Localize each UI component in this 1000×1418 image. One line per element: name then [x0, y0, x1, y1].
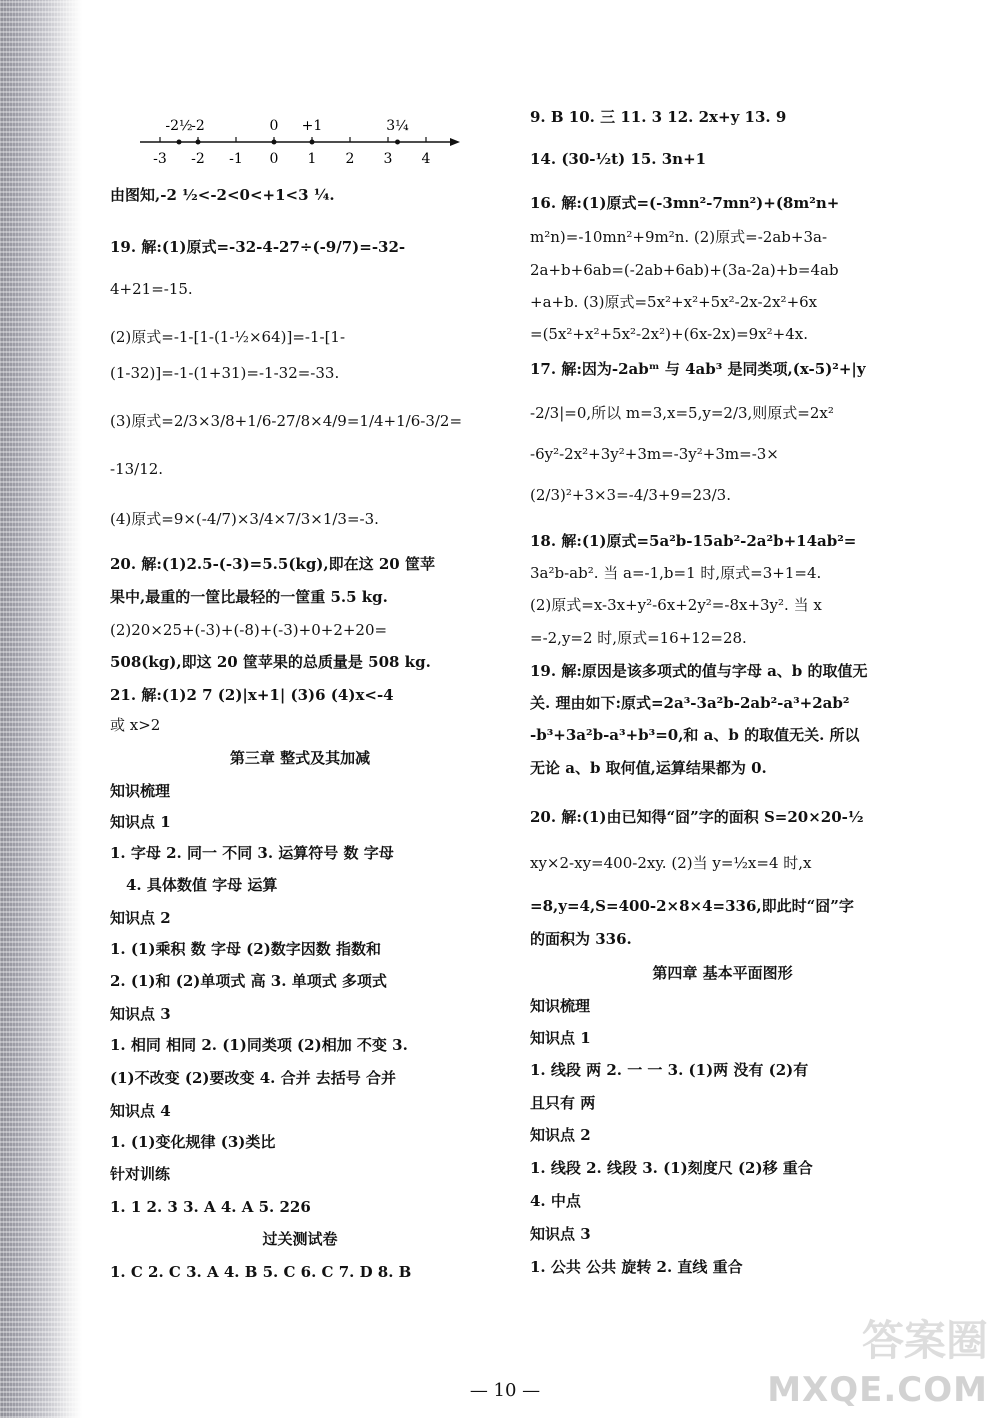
answer-line: (1-32)]=-1-(1+31)=-1-32=-33. [110, 364, 340, 382]
number-line-tick-label: -1 [229, 151, 243, 167]
number-line-tick-label: 3 [383, 151, 393, 167]
answer-line: 18. 解:(1)原式=5a²b-15ab²-2a²b+14ab²= [530, 532, 857, 550]
number-line-figure [135, 108, 465, 168]
answer-line: 无论 a、b 取何值,运算结果都为 0. [530, 759, 767, 777]
answer-line: =(5x²+x²+5x²-2x²)+(6x-2x)=9x²+4x. [530, 325, 809, 343]
answer-line: 4. 具体数值 字母 运算 [126, 876, 278, 894]
page-number: — 10 — [469, 1380, 541, 1401]
answer-line: 1. C 2. C 3. A 4. B 5. C 6. C 7. D 8. B [110, 1263, 412, 1281]
answer-line: 1. 线段 2. 线段 3. (1)刻度尺 (2)移 重合 [530, 1159, 813, 1177]
number-line-point [395, 140, 400, 145]
section-heading: 知识点 3 [530, 1225, 591, 1243]
answer-line: (4)原式=9×(-4/7)×3/4×7/3×1/3=-3. [110, 510, 379, 528]
answer-line: 或 x>2 [110, 716, 161, 734]
answer-line: =-2,y=2 时,原式=16+12=28. [530, 629, 747, 647]
answer-line: 4. 中点 [530, 1192, 581, 1210]
answer-line: 且只有 两 [530, 1094, 596, 1112]
chapter-title: 第四章 基本平面图形 [652, 964, 793, 982]
number-line-point [177, 140, 182, 145]
answer-line: -2/3|=0,所以 m=3,x=5,y=2/3,则原式=2x² [530, 404, 834, 422]
number-line-tick-label: -2 [191, 151, 205, 167]
number-line-tick-label: 0 [269, 151, 279, 167]
number-line-point [272, 140, 277, 145]
answer-line: 19. 解:(1)原式=-32-4-27÷(-9/7)=-32- [110, 238, 406, 256]
answer-line: 4+21=-15. [110, 280, 193, 298]
number-line-point [310, 140, 315, 145]
section-heading: 知识梳理 [110, 782, 171, 800]
answer-line: (1)不改变 (2)要改变 4. 合并 去括号 合并 [110, 1069, 397, 1087]
answer-line: =8,y=4,S=400-2×8×4=336,即此时“囧”字 [530, 897, 854, 915]
answer-line: (2/3)²+3×3=-4/3+9=23/3. [530, 486, 731, 504]
number-line-tick-label: 4 [421, 151, 431, 167]
answer-line: 16. 解:(1)原式=(-3mn²-7mn²)+(8m²n+ [530, 194, 840, 212]
section-heading: 知识点 1 [110, 813, 171, 831]
answer-line: 2. (1)和 (2)单项式 高 3. 单项式 多项式 [110, 972, 387, 990]
answer-line: 果中,最重的一筐比最轻的一筐重 5.5 kg. [110, 588, 388, 606]
number-line-point [196, 140, 201, 145]
axis-arrow-icon [450, 138, 460, 146]
answer-line: 20. 解:(1)2.5-(-3)=5.5(kg),即在这 20 筐苹 [110, 555, 435, 573]
answer-line: (2)原式=x-3x+y²-6x+2y²=-8x+3y². 当 x [530, 596, 822, 614]
answer-line: -13/12. [110, 460, 164, 478]
answer-line: 1. 公共 公共 旋转 2. 直线 重合 [530, 1258, 743, 1276]
answer-line: 14. (30-½t) 15. 3n+1 [530, 150, 707, 168]
number-line-point-label: 3¼ [386, 118, 409, 134]
answer-line: 508(kg),即这 20 筐苹果的总质量是 508 kg. [110, 653, 431, 671]
number-line-point-label: -2 [191, 118, 205, 134]
chapter-title: 第三章 整式及其加减 [229, 749, 371, 767]
section-heading: 知识点 2 [110, 909, 171, 927]
answer-line: m²n)=-10mn²+9m²n. (2)原式=-2ab+3a- [530, 228, 828, 246]
answer-line: 1. (1)变化规律 (3)类比 [110, 1133, 276, 1151]
answer-line: +a+b. (3)原式=5x²+x²+5x²-2x-2x²+6x [530, 293, 818, 311]
page-binding-edge [0, 0, 82, 1418]
answer-line: 由图知,-2 ½<-2<0<+1<3 ¼. [110, 186, 335, 204]
answer-line: 1. (1)乘积 数 字母 (2)数字因数 指数和 [110, 940, 382, 958]
number-line-tick-label: -3 [153, 151, 167, 167]
section-title: 过关测试卷 [262, 1230, 338, 1248]
answer-line: 的面积为 336. [530, 930, 632, 948]
section-heading: 知识点 2 [530, 1126, 591, 1144]
answer-line: 21. 解:(1)2 7 (2)|x+1| (3)6 (4)x<-4 [110, 686, 394, 704]
section-heading: 知识梳理 [530, 997, 591, 1015]
number-line-tick-label: 1 [307, 151, 317, 167]
watermark-url: MXQE.COM [767, 1370, 988, 1410]
answer-line: 1. 相同 相同 2. (1)同类项 (2)相加 不变 3. [110, 1036, 408, 1054]
number-line-point-label: -2½ [165, 118, 193, 134]
answer-line: 19. 解:原因是该多项式的值与字母 a、b 的取值无 [530, 662, 868, 680]
answer-line: 1. 线段 两 2. 一 一 3. (1)两 没有 (2)有 [530, 1061, 809, 1079]
watermark-logo: 答案圈 [861, 1316, 988, 1365]
answer-line: xy×2-xy=400-2xy. (2)当 y=½x=4 时,x [530, 854, 812, 872]
answer-line: 关. 理由如下:原式=2a³-3a²b-2ab²-a³+2ab² [530, 694, 850, 712]
answer-line: 17. 解:因为-2abᵐ 与 4ab³ 是同类项,(x-5)²+|y [530, 360, 866, 378]
number-line-point-label: +1 [301, 118, 323, 134]
answer-line: 9. B 10. 三 11. 3 12. 2x+y 13. 9 [530, 108, 787, 126]
answer-line: -6y²-2x²+3y²+3m=-3y²+3m=-3× [530, 445, 779, 463]
answer-line: (2)原式=-1-[1-(1-½×64)]=-1-[1- [110, 328, 346, 346]
answer-line: 20. 解:(1)由已知得“囧”字的面积 S=20×20-½ [530, 808, 864, 826]
section-heading: 知识点 3 [110, 1005, 171, 1023]
answer-line: (2)20×25+(-3)+(-8)+(-3)+0+2+20= [110, 621, 388, 639]
answer-line: 3a²b-ab². 当 a=-1,b=1 时,原式=3+1=4. [530, 564, 822, 582]
answer-line: 1. 字母 2. 同一 不同 3. 运算符号 数 字母 [110, 844, 394, 862]
section-heading: 知识点 4 [110, 1102, 171, 1120]
section-heading: 针对训练 [110, 1165, 171, 1183]
answer-line: 1. 1 2. 3 3. A 4. A 5. 226 [110, 1198, 311, 1216]
answer-line: -b³+3a²b-a³+b³=0,和 a、b 的取值无关. 所以 [530, 726, 860, 744]
answer-line: (3)原式=2/3×3/8+1/6-27/8×4/9=1/4+1/6-3/2= [110, 412, 463, 430]
number-line-tick-label: 2 [345, 151, 355, 167]
answer-line: 2a+b+6ab=(-2ab+6ab)+(3a-2a)+b=4ab [530, 261, 839, 279]
number-line-point-label: 0 [269, 118, 279, 134]
section-heading: 知识点 1 [530, 1029, 591, 1047]
